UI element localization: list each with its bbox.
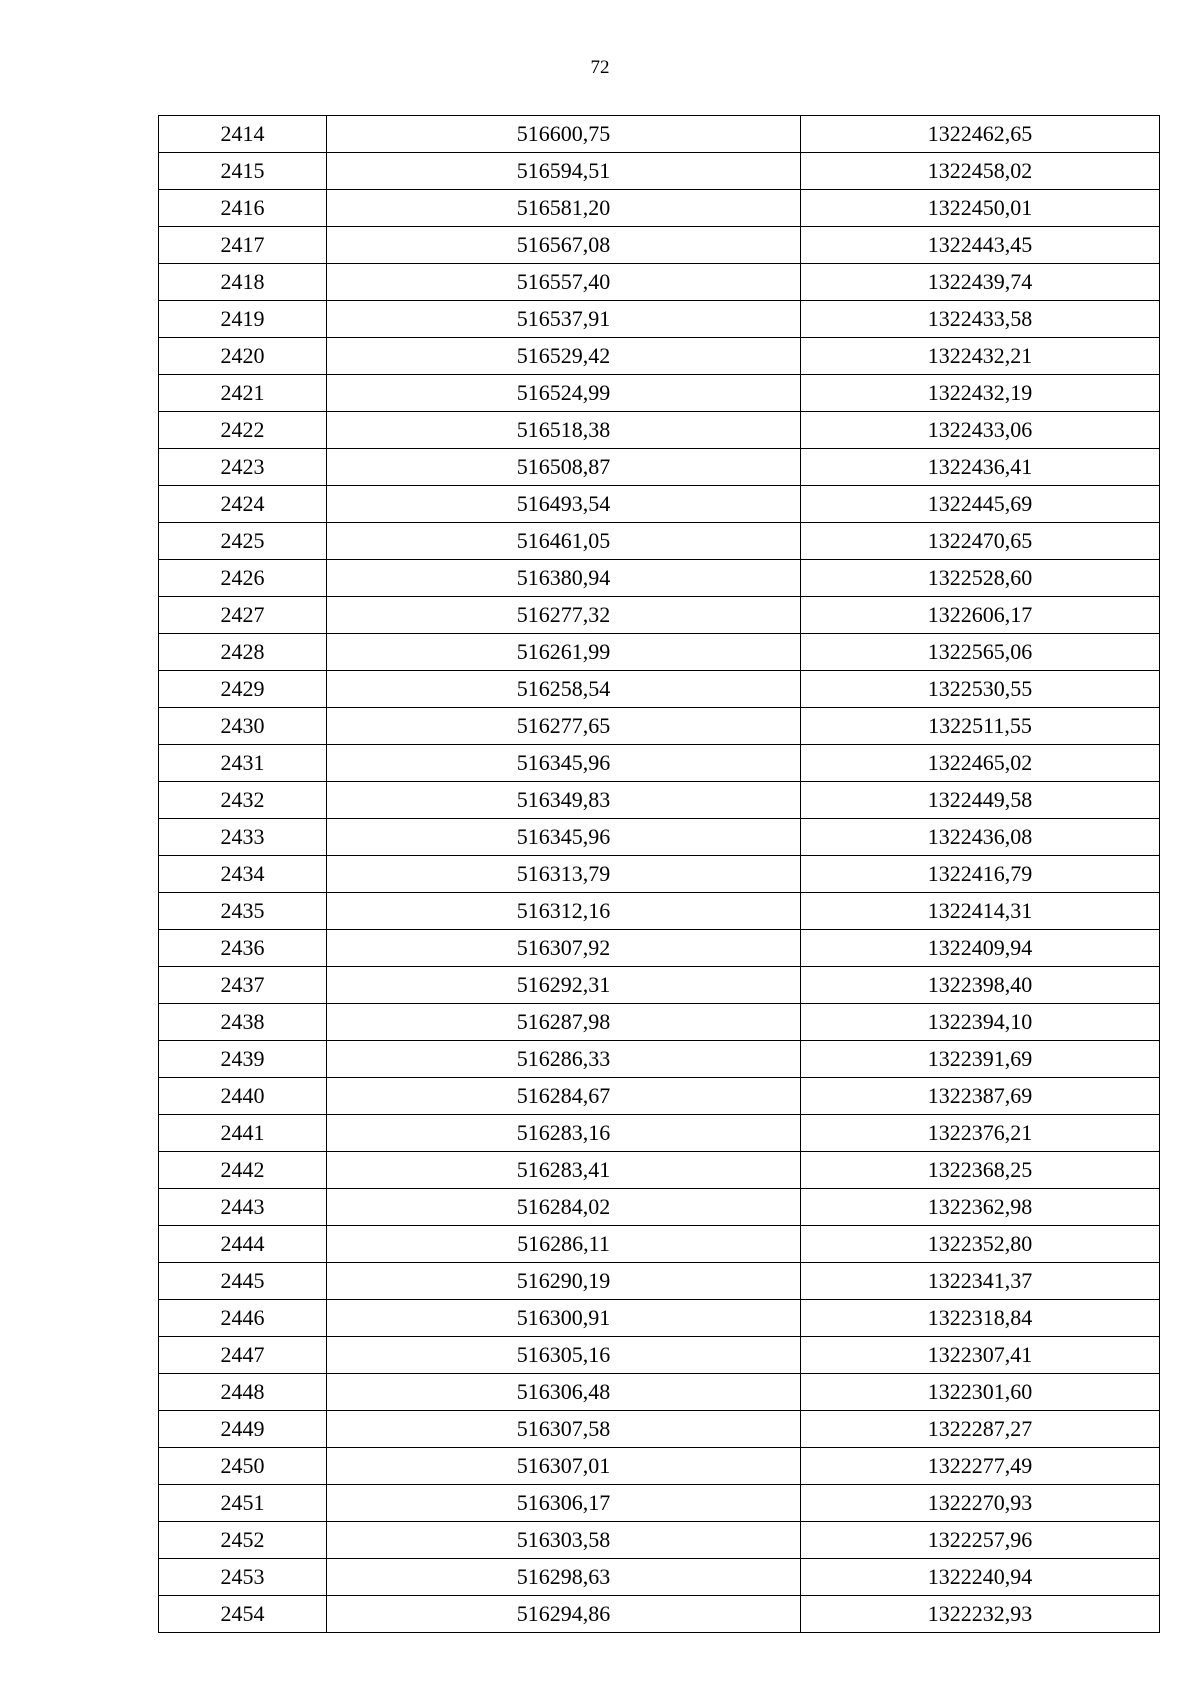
- x-coordinate-cell: 516306,17: [327, 1485, 801, 1522]
- y-coordinate-cell: 1322307,41: [801, 1337, 1160, 1374]
- x-coordinate-cell: 516508,87: [327, 449, 801, 486]
- x-coordinate-cell: 516284,67: [327, 1078, 801, 1115]
- y-coordinate-cell: 1322414,31: [801, 893, 1160, 930]
- table-row: [159, 1448, 1160, 1485]
- y-coordinate-cell: 1322465,02: [801, 745, 1160, 782]
- table-row: [159, 375, 1160, 412]
- y-coordinate-cell: 1322301,60: [801, 1374, 1160, 1411]
- x-coordinate-cell: 516292,31: [327, 967, 801, 1004]
- point-number-cell: 2453: [159, 1559, 327, 1596]
- table-row: [159, 338, 1160, 375]
- x-coordinate-cell: 516349,83: [327, 782, 801, 819]
- table-row: [159, 1300, 1160, 1337]
- point-number-cell: 2417: [159, 227, 327, 264]
- y-coordinate-cell: 1322398,40: [801, 967, 1160, 1004]
- x-coordinate-cell: 516537,91: [327, 301, 801, 338]
- x-coordinate-cell: 516258,54: [327, 671, 801, 708]
- table-row: [159, 1041, 1160, 1078]
- table-row: [159, 116, 1160, 153]
- point-number-cell: 2418: [159, 264, 327, 301]
- table-row: [159, 1374, 1160, 1411]
- x-coordinate-cell: 516283,16: [327, 1115, 801, 1152]
- x-coordinate-cell: 516345,96: [327, 745, 801, 782]
- y-coordinate-cell: 1322458,02: [801, 153, 1160, 190]
- table-row: [159, 967, 1160, 1004]
- point-number-cell: 2429: [159, 671, 327, 708]
- point-number-cell: 2432: [159, 782, 327, 819]
- table-row: [159, 782, 1160, 819]
- x-coordinate-cell: 516594,51: [327, 153, 801, 190]
- point-number-cell: 2428: [159, 634, 327, 671]
- table-row: [159, 1078, 1160, 1115]
- x-coordinate-cell: 516287,98: [327, 1004, 801, 1041]
- y-coordinate-cell: 1322394,10: [801, 1004, 1160, 1041]
- point-number-cell: 2439: [159, 1041, 327, 1078]
- table-row: [159, 1337, 1160, 1374]
- x-coordinate-cell: 516567,08: [327, 227, 801, 264]
- x-coordinate-cell: 516286,33: [327, 1041, 801, 1078]
- y-coordinate-cell: 1322528,60: [801, 560, 1160, 597]
- point-number-cell: 2433: [159, 819, 327, 856]
- y-coordinate-cell: 1322257,96: [801, 1522, 1160, 1559]
- point-number-cell: 2423: [159, 449, 327, 486]
- table-row: [159, 856, 1160, 893]
- x-coordinate-cell: 516307,01: [327, 1448, 801, 1485]
- y-coordinate-cell: 1322433,06: [801, 412, 1160, 449]
- x-coordinate-cell: 516286,11: [327, 1226, 801, 1263]
- table-row: [159, 1596, 1160, 1633]
- y-coordinate-cell: 1322376,21: [801, 1115, 1160, 1152]
- x-coordinate-cell: 516305,16: [327, 1337, 801, 1374]
- x-coordinate-cell: 516518,38: [327, 412, 801, 449]
- table-row: [159, 819, 1160, 856]
- point-number-cell: 2434: [159, 856, 327, 893]
- table-row: [159, 1152, 1160, 1189]
- point-number-cell: 2438: [159, 1004, 327, 1041]
- x-coordinate-cell: 516581,20: [327, 190, 801, 227]
- table-row: [159, 597, 1160, 634]
- y-coordinate-cell: 1322368,25: [801, 1152, 1160, 1189]
- table-row: [159, 227, 1160, 264]
- x-coordinate-cell: 516312,16: [327, 893, 801, 930]
- point-number-cell: 2416: [159, 190, 327, 227]
- y-coordinate-cell: 1322277,49: [801, 1448, 1160, 1485]
- point-number-cell: 2436: [159, 930, 327, 967]
- x-coordinate-cell: 516307,58: [327, 1411, 801, 1448]
- x-coordinate-cell: 516345,96: [327, 819, 801, 856]
- y-coordinate-cell: 1322287,27: [801, 1411, 1160, 1448]
- y-coordinate-cell: 1322530,55: [801, 671, 1160, 708]
- x-coordinate-cell: 516303,58: [327, 1522, 801, 1559]
- point-number-cell: 2421: [159, 375, 327, 412]
- y-coordinate-cell: 1322445,69: [801, 486, 1160, 523]
- table-row: [159, 1485, 1160, 1522]
- point-number-cell: 2451: [159, 1485, 327, 1522]
- table-row: [159, 523, 1160, 560]
- point-number-cell: 2441: [159, 1115, 327, 1152]
- x-coordinate-cell: 516529,42: [327, 338, 801, 375]
- x-coordinate-cell: 516261,99: [327, 634, 801, 671]
- x-coordinate-cell: 516277,65: [327, 708, 801, 745]
- table-row: [159, 745, 1160, 782]
- y-coordinate-cell: 1322432,21: [801, 338, 1160, 375]
- point-number-cell: 2437: [159, 967, 327, 1004]
- table-row: [159, 1189, 1160, 1226]
- x-coordinate-cell: 516306,48: [327, 1374, 801, 1411]
- table-row: [159, 301, 1160, 338]
- x-coordinate-cell: 516294,86: [327, 1596, 801, 1633]
- x-coordinate-cell: 516284,02: [327, 1189, 801, 1226]
- point-number-cell: 2420: [159, 338, 327, 375]
- point-number-cell: 2448: [159, 1374, 327, 1411]
- point-number-cell: 2450: [159, 1448, 327, 1485]
- y-coordinate-cell: 1322433,58: [801, 301, 1160, 338]
- point-number-cell: 2422: [159, 412, 327, 449]
- table-row: [159, 1115, 1160, 1152]
- x-coordinate-cell: 516557,40: [327, 264, 801, 301]
- y-coordinate-cell: 1322391,69: [801, 1041, 1160, 1078]
- x-coordinate-cell: 516493,54: [327, 486, 801, 523]
- table-row: [159, 560, 1160, 597]
- y-coordinate-cell: 1322432,19: [801, 375, 1160, 412]
- x-coordinate-cell: 516600,75: [327, 116, 801, 153]
- y-coordinate-cell: 1322450,01: [801, 190, 1160, 227]
- point-number-cell: 2449: [159, 1411, 327, 1448]
- table-row: [159, 190, 1160, 227]
- point-number-cell: 2425: [159, 523, 327, 560]
- point-number-cell: 2440: [159, 1078, 327, 1115]
- table-row: [159, 1411, 1160, 1448]
- y-coordinate-cell: 1322443,45: [801, 227, 1160, 264]
- table-row: [159, 449, 1160, 486]
- point-number-cell: 2424: [159, 486, 327, 523]
- y-coordinate-cell: 1322449,58: [801, 782, 1160, 819]
- page-number: 72: [590, 57, 610, 78]
- y-coordinate-cell: 1322606,17: [801, 597, 1160, 634]
- x-coordinate-cell: 516283,41: [327, 1152, 801, 1189]
- y-coordinate-cell: 1322470,65: [801, 523, 1160, 560]
- table-row: [159, 634, 1160, 671]
- point-number-cell: 2442: [159, 1152, 327, 1189]
- table-row: [159, 1226, 1160, 1263]
- table-row: [159, 1559, 1160, 1596]
- y-coordinate-cell: 1322270,93: [801, 1485, 1160, 1522]
- x-coordinate-cell: 516380,94: [327, 560, 801, 597]
- table-row: [159, 1522, 1160, 1559]
- y-coordinate-cell: 1322511,55: [801, 708, 1160, 745]
- table-row: [159, 930, 1160, 967]
- y-coordinate-cell: 1322232,93: [801, 1596, 1160, 1633]
- coordinates-table-body: [159, 116, 1160, 1633]
- y-coordinate-cell: 1322416,79: [801, 856, 1160, 893]
- y-coordinate-cell: 1322436,08: [801, 819, 1160, 856]
- point-number-cell: 2415: [159, 153, 327, 190]
- x-coordinate-cell: 516313,79: [327, 856, 801, 893]
- y-coordinate-cell: 1322462,65: [801, 116, 1160, 153]
- table-row: [159, 1004, 1160, 1041]
- point-number-cell: 2435: [159, 893, 327, 930]
- table-row: [159, 893, 1160, 930]
- point-number-cell: 2431: [159, 745, 327, 782]
- y-coordinate-cell: 1322240,94: [801, 1559, 1160, 1596]
- point-number-cell: 2426: [159, 560, 327, 597]
- y-coordinate-cell: 1322362,98: [801, 1189, 1160, 1226]
- x-coordinate-cell: 516307,92: [327, 930, 801, 967]
- point-number-cell: 2446: [159, 1300, 327, 1337]
- x-coordinate-cell: 516277,32: [327, 597, 801, 634]
- point-number-cell: 2414: [159, 116, 327, 153]
- x-coordinate-cell: 516461,05: [327, 523, 801, 560]
- table-row: [159, 264, 1160, 301]
- y-coordinate-cell: 1322318,84: [801, 1300, 1160, 1337]
- point-number-cell: 2454: [159, 1596, 327, 1633]
- table-row: [159, 1263, 1160, 1300]
- point-number-cell: 2444: [159, 1226, 327, 1263]
- point-number-cell: 2447: [159, 1337, 327, 1374]
- x-coordinate-cell: 516298,63: [327, 1559, 801, 1596]
- point-number-cell: 2419: [159, 301, 327, 338]
- table-row: [159, 412, 1160, 449]
- point-number-cell: 2443: [159, 1189, 327, 1226]
- point-number-cell: 2430: [159, 708, 327, 745]
- coordinates-table: [158, 115, 1160, 1633]
- table-row: [159, 708, 1160, 745]
- x-coordinate-cell: 516524,99: [327, 375, 801, 412]
- y-coordinate-cell: 1322565,06: [801, 634, 1160, 671]
- table-row: [159, 153, 1160, 190]
- y-coordinate-cell: 1322387,69: [801, 1078, 1160, 1115]
- y-coordinate-cell: 1322409,94: [801, 930, 1160, 967]
- y-coordinate-cell: 1322436,41: [801, 449, 1160, 486]
- table-row: [159, 486, 1160, 523]
- y-coordinate-cell: 1322341,37: [801, 1263, 1160, 1300]
- y-coordinate-cell: 1322352,80: [801, 1226, 1160, 1263]
- point-number-cell: 2445: [159, 1263, 327, 1300]
- x-coordinate-cell: 516290,19: [327, 1263, 801, 1300]
- x-coordinate-cell: 516300,91: [327, 1300, 801, 1337]
- point-number-cell: 2452: [159, 1522, 327, 1559]
- y-coordinate-cell: 1322439,74: [801, 264, 1160, 301]
- table-row: [159, 671, 1160, 708]
- point-number-cell: 2427: [159, 597, 327, 634]
